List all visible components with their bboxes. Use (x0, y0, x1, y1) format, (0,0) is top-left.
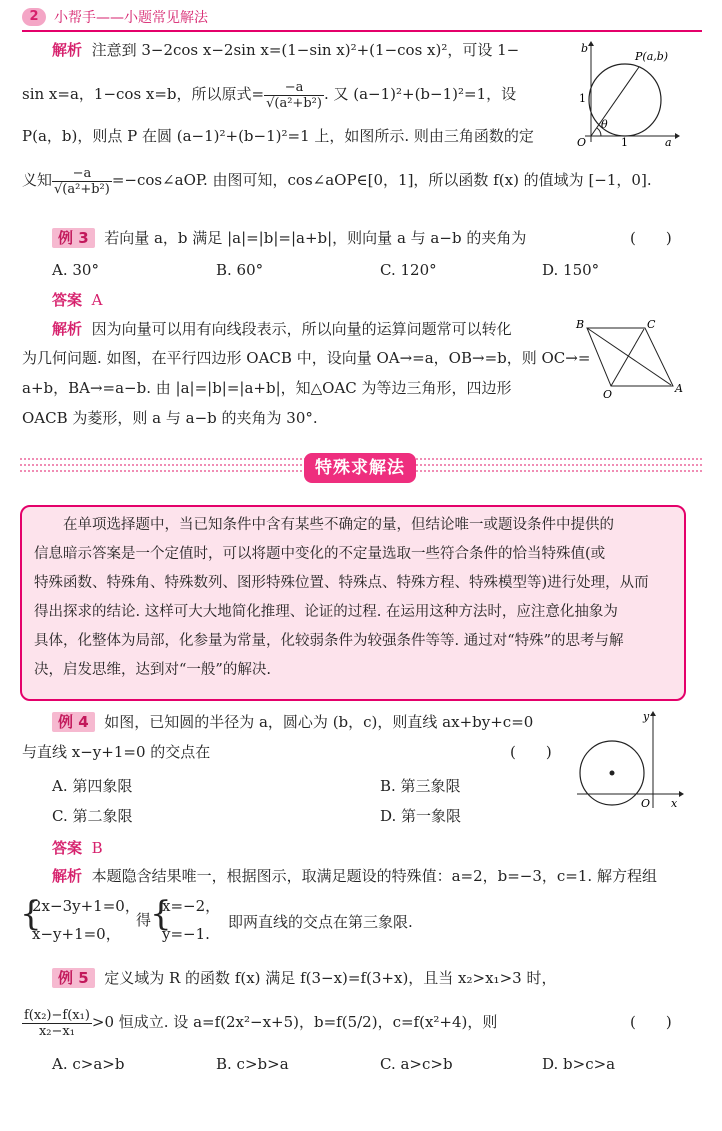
method-text-3: 特殊函数、特殊角、特殊数列、图形特殊位置、特殊点、特殊方程、特殊模型等)进行处理，从而 (34, 575, 649, 591)
label-c: C (647, 318, 656, 331)
method-box (20, 505, 686, 701)
y-arrow (650, 711, 656, 716)
page-header (0, 0, 722, 34)
example-3-tag: 例 3 (52, 228, 95, 248)
system-eq-1: 2x−3y+1=0， (32, 897, 140, 915)
example-4-conclusion: 即两直线的交点在第三象限. (228, 913, 413, 931)
diagonal-oc (611, 329, 644, 386)
example-3-text: 若向量 a，b 满足 |a|=|b|=|a+b|，则向量 a 与 a−b 的夹角为 (104, 229, 527, 247)
example-3-option-b: B. 60° (216, 261, 264, 279)
op-segment (591, 67, 639, 136)
method-text-6: 决，启发思维，达到对“一般”的解决. (34, 662, 271, 678)
prev-solution-text-2a: sin x=a，1−cos x=b，所以原式= (22, 85, 265, 103)
example-5-text-2: >0 恒成立. 设 a=f(2x²−x+5)，b=f(5/2)，c=f(x²+4)，则 (91, 1013, 498, 1031)
example-5-option-c: C. a>c>b (380, 1055, 453, 1073)
example-4-option-b: B. 第三象限 (380, 777, 461, 795)
jiexi-label: 解析 (52, 320, 83, 338)
example-5-option-d: D. b>c>a (542, 1055, 616, 1073)
solution-eq-1: x=−2， (162, 897, 221, 915)
label-o: O (577, 136, 587, 148)
method-text-5: 具体，化整体为局部，化参量为常量，化较弱条件为较强条件等等. 通过对“特殊”的思考与解 (34, 633, 624, 649)
example-3-option-d: D. 150° (542, 261, 600, 279)
example-5-tag: 例 5 (52, 968, 95, 988)
example-3-option-c: C. 120° (380, 261, 437, 279)
example-5-option-b: B. c>b>a (216, 1055, 289, 1073)
fraction-denominator: √(a²+b²) (54, 181, 110, 197)
page-number: 2 (22, 8, 46, 26)
label-b: b (581, 42, 589, 55)
example-3-sol-text-1: 因为向量可以用有向线段表示，所以向量的运算问题常可以转化 (91, 320, 512, 338)
example-5-paren: ( ) (630, 1013, 672, 1031)
example-4-option-a: A. 第四象限 (52, 777, 133, 795)
example-3-solution-4: OACB 为菱形，则 a 与 a−b 的夹角为 30°. (22, 409, 318, 427)
header-rule (22, 30, 702, 32)
fraction-numerator: f(x₂)−f(x₁) (24, 1007, 90, 1023)
label-a: a (665, 136, 672, 148)
label-a: A (675, 382, 683, 395)
example-4-option-c: C. 第二象限 (52, 807, 133, 825)
header-title: 小帮手——小题常见解法 (54, 10, 208, 26)
label-1y: 1 (579, 92, 586, 105)
example-4-option-d: D. 第一象限 (380, 807, 462, 825)
brace-left-1: { (20, 894, 42, 934)
label-x: x (671, 797, 678, 810)
prev-solution-line-1 (52, 40, 519, 60)
example-4-sol-text: 本题隐含结果唯一，根据图示，取满足题设的特殊值：a=2，b=−3，c=1. 解方程组 (91, 867, 657, 885)
label-o: O (603, 388, 613, 401)
label-b: B (576, 318, 585, 331)
example-3-solution-3: a+b，BA→=a−b. 由 |a|=|b|=|a+b|，知△OAC 为等边三角形，四边形 (22, 379, 512, 397)
method-text-1: 在单项选择题中，当已知条件中含有某些不确定的量，但结论唯一或题设条件中提供的 (63, 517, 614, 533)
example-5-question-2 (22, 1002, 497, 1042)
quadrant-figure (575, 708, 685, 812)
solution-eq-2: y=−1. (162, 925, 210, 943)
example-3-answer (52, 290, 102, 310)
prev-solution-line-4 (22, 160, 652, 200)
prev-solution-text-2b: . 又 (a−1)²+(b−1)²=1，设 (323, 85, 517, 103)
x-arrow (679, 791, 684, 797)
example-4-solution (52, 866, 657, 886)
answer-value: A (91, 291, 103, 309)
prev-solution-text-1: 注意到 3−2cos x−2sin x=(1−sin x)²+(1−cos x)²，可设 1− (91, 41, 520, 59)
fraction-denominator: x₂−x₁ (38, 1023, 75, 1039)
example-4-question-1 (52, 712, 533, 732)
system-eq-2: x−y+1=0， (32, 925, 121, 943)
answer-label: 答案 (52, 291, 83, 309)
example-4-paren: ( ) (510, 743, 552, 761)
answer-value: B (91, 839, 103, 857)
label-p: P(a,b) (635, 50, 669, 63)
example-3-solution-2: 为几何问题. 如图，在平行四边形 OACB 中，设向量 OA→=a，OB→=b，则 OC→= (22, 349, 591, 367)
method-text-2: 信息暗示答案是一个定值时，可以将题中变化的不定量选取一些符合条件的恰当特殊值(或 (34, 546, 606, 562)
fraction-numerator: −a (52, 166, 112, 182)
example-4-tag: 例 4 (52, 712, 95, 732)
circle-figure (565, 38, 680, 148)
circle (589, 64, 661, 136)
fraction-2 (52, 166, 112, 197)
fraction-denominator: √(a²+b²) (266, 95, 322, 111)
label-y: y (643, 710, 650, 723)
rhombus-figure (573, 316, 685, 402)
example-3-solution-1 (52, 319, 512, 339)
section-title: 特殊求解法 (304, 453, 416, 483)
de-label: 得 (136, 911, 152, 929)
x-arrow (675, 133, 680, 139)
example-5-question-1 (52, 968, 556, 988)
answer-label: 答案 (52, 839, 83, 857)
center-point (610, 771, 615, 776)
label-o: O (641, 797, 651, 810)
jiexi-label: 解析 (52, 41, 83, 59)
example-5-option-a: A. c>a>b (52, 1055, 125, 1073)
example-4-text-1: 如图，已知圆的半径为 a，圆心为 (b，c)，则直线 ax+by+c=0 (104, 713, 534, 731)
y-arrow (588, 41, 594, 46)
prev-solution-line-2 (22, 74, 516, 114)
label-1x: 1 (621, 136, 628, 148)
label-theta: θ (601, 118, 608, 131)
prev-solution-line-3: P(a，b)，则点 P 在圆 (a−1)²+(b−1)²=1 上，如图所示. 则由三角函数的定 (22, 127, 534, 145)
jiexi-label: 解析 (52, 867, 83, 885)
example-3-paren: ( ) (630, 229, 672, 247)
example-5-text-1: 定义域为 R 的函数 f(x) 满足 f(3−x)=f(3+x)，且当 x₂>x₁>3 时， (104, 969, 557, 987)
example-3-question (52, 228, 526, 248)
fraction (22, 1008, 92, 1039)
example-4-answer (52, 838, 103, 858)
example-3-option-a: A. 30° (52, 261, 99, 279)
method-text-4: 得出探求的结论. 这样可大大地简化推理、论证的过程. 在运用这种方法时，应注意化抽象为 (34, 604, 618, 620)
prev-solution-text-4a: 义知 (22, 171, 53, 189)
example-4-question-2: 与直线 x−y+1=0 的交点在 (22, 743, 211, 761)
fraction (264, 80, 324, 111)
brace-left-2: { (150, 894, 172, 934)
prev-solution-text-4b: =−cos∠aOP. 由图可知，cos∠aOP∈[0，1]，所以函数 f(x) 的值域为 [−1，0]. (111, 171, 652, 189)
fraction-numerator: −a (264, 80, 324, 96)
